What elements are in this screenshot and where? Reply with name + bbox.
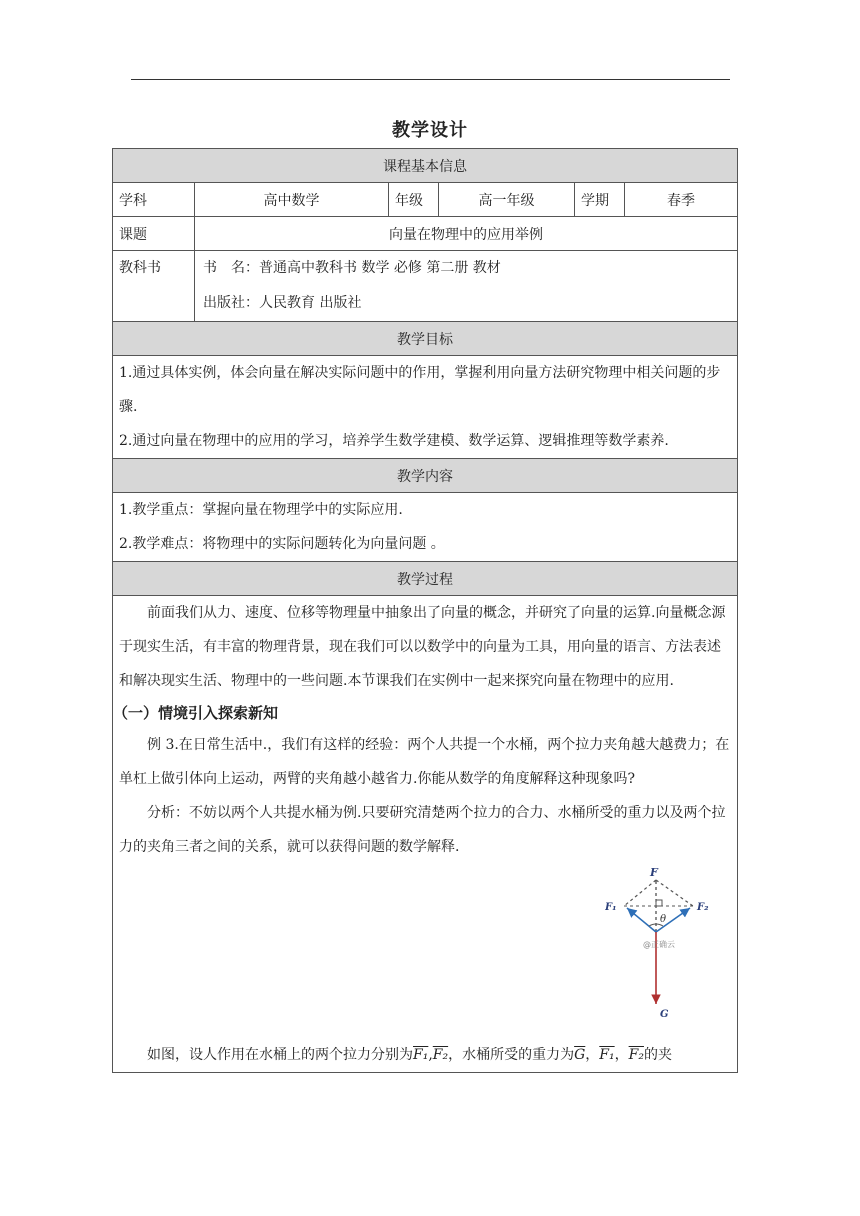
section-heading: （一）情境引入探索新知	[113, 704, 279, 722]
text-segment: 的夹	[643, 1047, 672, 1063]
textbook-publisher: 出版社：人民教育 出版社	[203, 295, 362, 311]
document-title: 教学设计	[392, 120, 468, 141]
basic-info-header-row	[113, 149, 738, 183]
text-segment: ,	[428, 1047, 433, 1063]
objectives-list	[113, 356, 738, 459]
header-rule	[131, 79, 730, 80]
vector-g: $\overline{G}$	[574, 1047, 586, 1063]
objective-item: 2.通过向量在物理中的应用的学习，培养学生数学建模、数学运算、逻辑推理等数学素养.	[119, 433, 669, 449]
right-angle-mark	[656, 900, 662, 906]
label-theta: θ	[660, 914, 667, 925]
vector-f1: F₁	[413, 1047, 429, 1063]
analysis-paragraph: 分析：不妨以两个人共提水桶为例.只要研究清楚两个拉力的合力、水桶所受的重力以及两个拉力的夹角三者之间的关系，就可以获得问题的数学解释.	[119, 805, 726, 855]
section-header-objectives: 教学目标	[113, 322, 738, 356]
term-label: 学期	[575, 183, 625, 217]
subject-label: 学科	[113, 183, 195, 217]
topic-label: 课题	[113, 217, 195, 251]
grade-label: 年级	[389, 183, 439, 217]
textbook-info	[195, 251, 738, 322]
textbook-row	[113, 251, 738, 322]
example-paragraph: 例 3.在日常生活中.，我们有这样的经验：两个人共提一个水桶，两个拉力夹角越大越费力；在单杠上做引体向上运动，两臂的夹角越小越省力.你能从数学的角度解释这种现象吗?	[119, 737, 730, 787]
label-f1: F₁	[605, 902, 617, 913]
textbook-name: 书 名：普通高中教科书 数学 必修 第二册 教材	[203, 260, 501, 276]
lesson-plan-table	[112, 148, 738, 1073]
subject-value: 高中数学	[195, 183, 389, 217]
objective-item: 1.通过具体实例，体会向量在解决实际问题中的作用，掌握利用向量方法研究物理中相关问题的步骤.	[119, 365, 721, 415]
text-segment: ，水桶所受的重力为	[448, 1047, 575, 1063]
force-vector-f1	[627, 908, 656, 932]
force-diagram-area	[119, 864, 731, 1034]
text-segment: ，	[585, 1047, 600, 1063]
content-list	[113, 493, 738, 562]
content-key-point: 1.教学重点：掌握向量在物理学中的实际应用.	[119, 502, 403, 518]
topic-value: 向量在物理中的应用举例	[195, 217, 738, 251]
content-row	[113, 493, 738, 562]
label-f: F	[650, 866, 658, 879]
text-segment: 如图，设人作用在水桶上的两个拉力分别为	[147, 1047, 413, 1063]
topic-row	[113, 217, 738, 251]
final-paragraph	[119, 1038, 731, 1072]
label-f2: F₂	[697, 902, 709, 913]
label-g: G	[660, 1009, 669, 1020]
section-header-process: 教学过程	[113, 562, 738, 596]
info-row	[113, 183, 738, 217]
textbook-label: 教科书	[113, 251, 195, 322]
vector-f1-second: F₁	[599, 1047, 615, 1063]
content-header-row	[113, 459, 738, 493]
watermark-text: @正确云	[643, 940, 676, 949]
vector-f2: F₂	[432, 1047, 449, 1063]
parallelogram-edge	[624, 880, 656, 906]
section-header-content: 教学内容	[113, 459, 738, 493]
process-body	[113, 596, 738, 1073]
intro-paragraph: 前面我们从力、速度、位移等物理量中抽象出了向量的概念，并研究了向量的运算.向量概念源于现实生活，有丰富的物理背景，现在我们可以以数学中的向量为工具，用向量的语言、方法表述和解决现实生活、物理中的一些问题.本节课我们在实例中一起来探究向量在物理中的应用.	[119, 605, 726, 689]
vector-f2-second: F₂	[628, 1047, 644, 1063]
process-header-row	[113, 562, 738, 596]
text-segment: ，	[614, 1047, 629, 1063]
force-diagram	[605, 864, 725, 1034]
grade-value: 高一年级	[439, 183, 575, 217]
objectives-row	[113, 356, 738, 459]
objectives-header-row	[113, 322, 738, 356]
process-row	[113, 596, 738, 1073]
section-header-basic-info: 课程基本信息	[113, 149, 738, 183]
content-difficult-point: 2.教学难点：将物理中的实际问题转化为向量问题 。	[119, 536, 445, 552]
term-value: 春季	[625, 183, 738, 217]
